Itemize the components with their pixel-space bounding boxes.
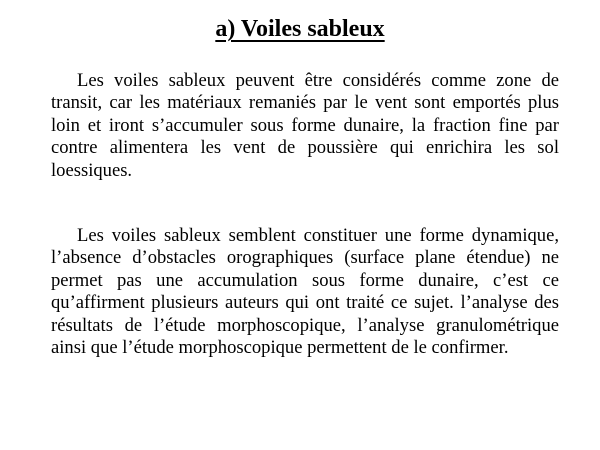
paragraph-2: Les voiles sableux semblent constituer une forme dynamique, l’absence d’obstacles orographiques (surface plane étendue) ne permet pas une accumulation sous forme dunaire, c’est ce qu’affirment plusieurs auteurs qui ont traité ce sujet. l’analyse des résultats de l’étude morphoscopique, l’analyse granulométrique ainsi que l’étude morphoscopique permettent de le confirmer. bbox=[51, 225, 559, 359]
paragraph-1: Les voiles sableux peuvent être considérés comme zone de transit, car les matériaux remaniés par le vent sont emportés plus loin et iront s’accumuler sous forme dunaire, la fraction fine par contre alimentera les vent de poussière qui enrichira les sol loessiques. bbox=[51, 70, 559, 181]
section-heading: a) Voiles sableux bbox=[215, 16, 385, 42]
